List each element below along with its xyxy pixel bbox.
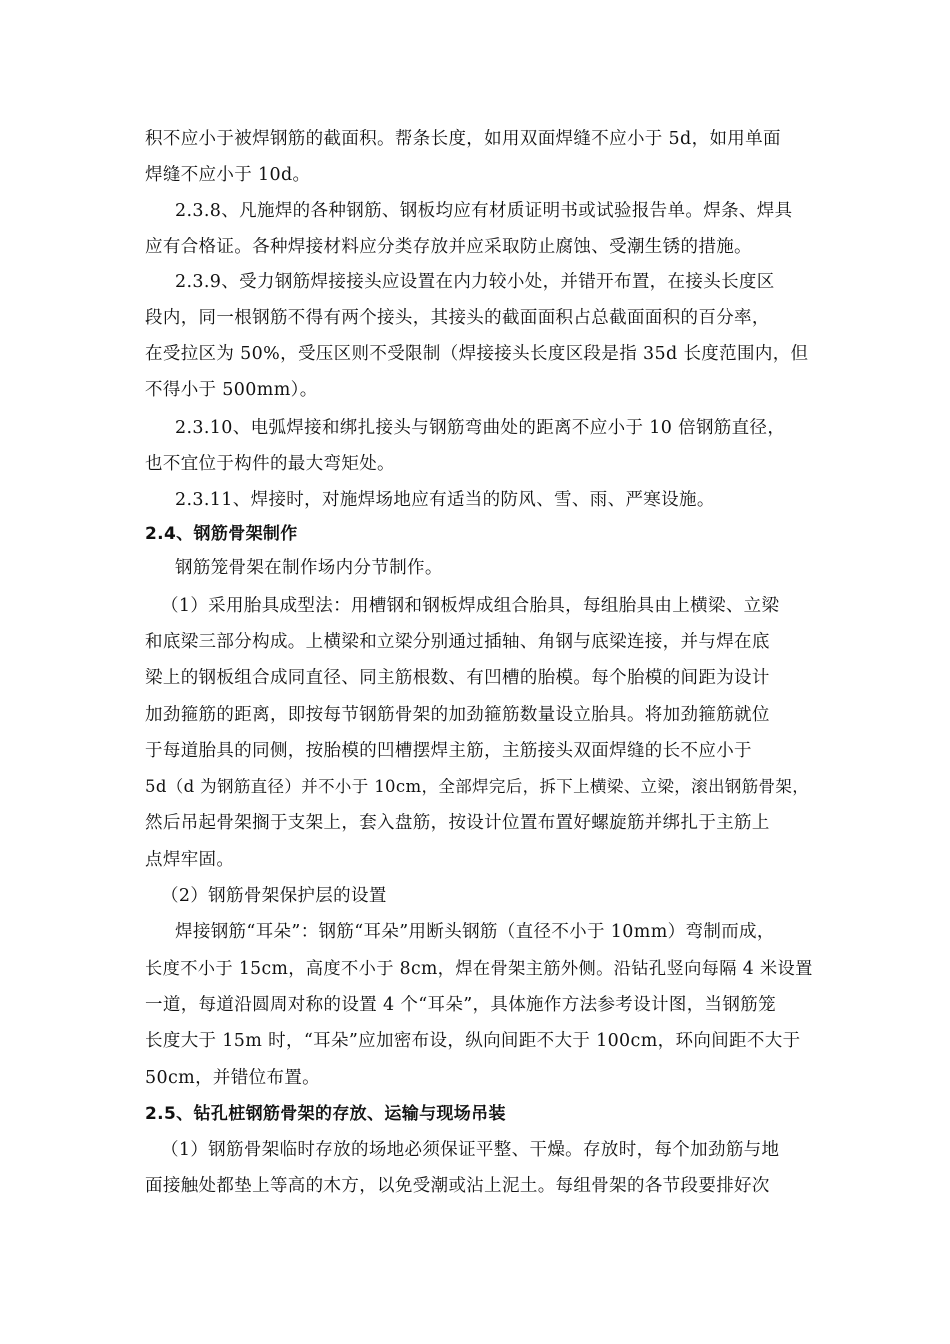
paragraph-line: 50cm，并错位布置。 xyxy=(145,1068,321,1088)
paragraph-line: 焊接钢筋“耳朵”：钢筋“耳朵”用断头钢筋（直径不小于 10mm）弯制而成， xyxy=(175,922,775,942)
paragraph-line: 也不宜位于构件的最大弯矩处。 xyxy=(145,454,395,474)
section-heading: 2.5、钻孔桩钢筋骨架的存放、运输与现场吊装 xyxy=(145,1104,506,1124)
paragraph-line: 然后吊起骨架搁于支架上，套入盘筋，按设计位置布置好螺旋筋并绑扎于主筋上 xyxy=(145,813,770,833)
paragraph-line: 积不应小于被焊钢筋的截面积。帮条长度，如用双面焊缝不应小于 5d，如用单面 xyxy=(145,129,781,149)
paragraph-line: 点焊牢固。 xyxy=(145,850,235,870)
paragraph-line: 在受拉区为 50%，受压区则不受限制（焊接接头长度区段是指 35d 长度范围内，但 xyxy=(145,344,809,364)
section-heading: 2.4、钢筋骨架制作 xyxy=(145,524,298,544)
paragraph-line: （1）采用胎具成型法：用槽钢和钢板焊成组合胎具，每组胎具由上横梁、立梁 xyxy=(161,596,780,616)
paragraph-line: 一道，每道沿圆周对称的设置 4 个“耳朵”，具体施作方法参考设计图，当钢筋笼 xyxy=(145,995,776,1015)
paragraph-line: 焊缝不应小于 10d。 xyxy=(145,165,311,185)
paragraph-line: 长度不小于 15cm，高度不小于 8cm，焊在骨架主筋外侧。沿钻孔竖向每隔 4 米设置 xyxy=(145,959,813,979)
paragraph-line: 段内，同一根钢筋不得有两个接头，其接头的截面面积占总截面面积的百分率， xyxy=(145,308,770,328)
paragraph-line: 2.3.8、凡施焊的各种钢筋、钢板均应有材质证明书或试验报告单。焊条、焊具 xyxy=(175,201,793,221)
paragraph-line: 应有合格证。各种焊接材料应分类存放并应采取防止腐蚀、受潮生锈的措施。 xyxy=(145,237,752,257)
paragraph-line: 长度大于 15m 时，“耳朵”应加密布设，纵向间距不大于 100cm，环向间距不大于 xyxy=(145,1031,801,1051)
paragraph-line: 钢筋笼骨架在制作场内分节制作。 xyxy=(175,558,443,578)
paragraph-line: 梁上的钢板组合成同直径、同主筋根数、有凹槽的胎模。每个胎模的间距为设计 xyxy=(145,668,770,688)
paragraph-line: （2）钢筋骨架保护层的设置 xyxy=(161,886,387,906)
paragraph-line: 不得小于 500mm）。 xyxy=(145,380,318,400)
paragraph-line: 于每道胎具的同侧，按胎模的凹槽摆焊主筋，主筋接头双面焊缝的长不应小于 xyxy=(145,741,752,761)
paragraph-line: 5d（d 为钢筋直径）并不小于 10cm，全部焊完后，拆下上横梁、立梁，滚出钢筋骨架， xyxy=(145,777,810,796)
paragraph-line: 2.3.10、电弧焊接和绑扎接头与钢筋弯曲处的距离不应小于 10 倍钢筋直径， xyxy=(175,418,786,438)
paragraph-line: 面接触处都垫上等高的木方，以免受潮或沾上泥土。每组骨架的各节段要排好次 xyxy=(145,1176,770,1196)
paragraph-line: 加劲箍筋的距离，即按每节钢筋骨架的加劲箍筋数量设立胎具。将加劲箍筋就位 xyxy=(145,705,770,725)
paragraph-line: 2.3.9、受力钢筋焊接接头应设置在内力较小处，并错开布置，在接头长度区 xyxy=(175,272,775,292)
paragraph-line: 2.3.11、焊接时，对施焊场地应有适当的防风、雪、雨、严寒设施。 xyxy=(175,490,715,510)
paragraph-line: （1）钢筋骨架临时存放的场地必须保证平整、干燥。存放时，每个加劲筋与地 xyxy=(161,1140,780,1160)
paragraph-line: 和底梁三部分构成。上横梁和立梁分别通过插轴、角钢与底梁连接，并与焊在底 xyxy=(145,632,770,652)
